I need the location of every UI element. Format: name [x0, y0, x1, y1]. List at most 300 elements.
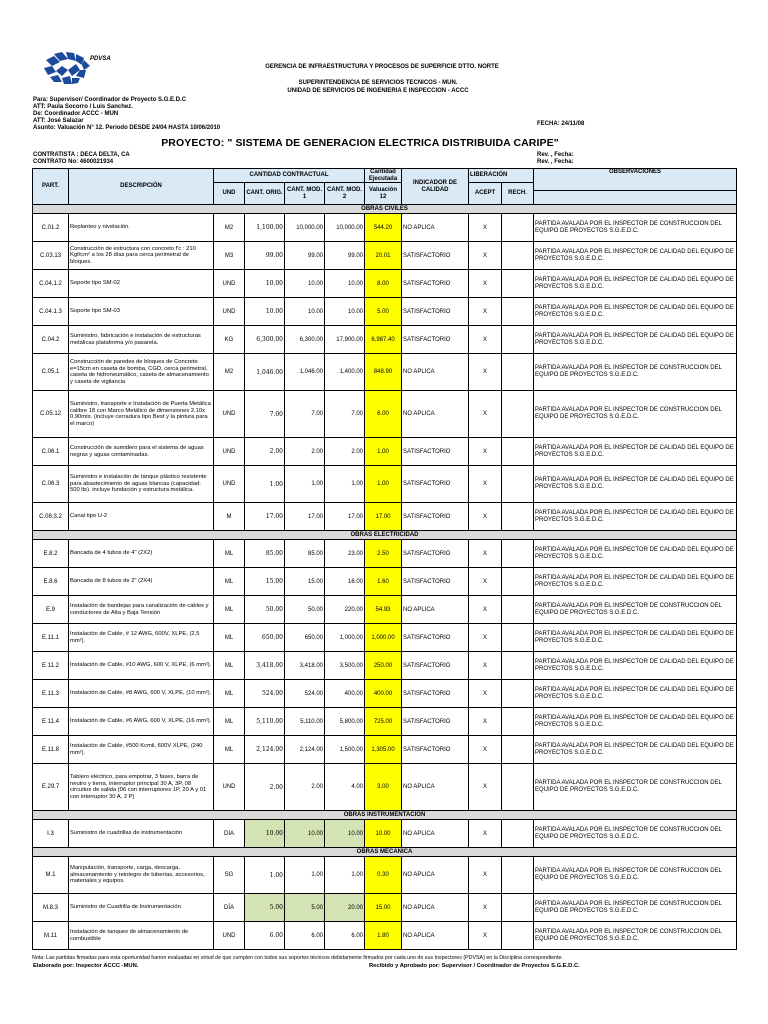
col-valuacion: Valuación 12: [365, 183, 402, 205]
valuation-cell: 1.00: [365, 438, 402, 466]
cant-mod2-cell: 400.00: [325, 680, 365, 708]
acept-cell: X: [469, 540, 502, 568]
part-cell: C.06.3: [33, 466, 69, 503]
observations-cell: PARTIDA AVALADA POR EL INSPECTOR DE CONSTRUCCION DEL EQUIPO DE PROYECTOS S.G.E.D.C.: [534, 857, 737, 894]
quality-indicator-cell: NO APLICA: [402, 596, 469, 624]
section-header-row: [33, 811, 737, 820]
cant-orig-cell: 1,046.00: [245, 354, 285, 391]
rech-cell: [502, 708, 534, 736]
table-row: [33, 503, 737, 531]
cant-mod1-cell: 1.00: [285, 857, 325, 894]
description-cell: Bancada de 4 tubos de 4" (2X2): [69, 540, 214, 568]
cant-orig-cell: 6,300.00: [245, 326, 285, 354]
cant-mod1-cell: 85.00: [285, 540, 325, 568]
rech-cell: [502, 242, 534, 270]
rech-cell: [502, 503, 534, 531]
col-rech: RECH.: [502, 183, 534, 205]
cant-mod2-cell: 17.00: [325, 503, 365, 531]
quality-indicator-cell: SATISFACTORIO: [402, 298, 469, 326]
table-row: [33, 540, 737, 568]
cant-mod2-cell: 3,500.00: [325, 652, 365, 680]
cant-orig-cell: 17.00: [245, 503, 285, 531]
project-title: PROYECTO: " SISTEMA DE GENERACION ELECTRICA DISTRIBUIDA CARIPE": [161, 137, 559, 149]
valuation-cell: 0.30: [365, 857, 402, 894]
rech-cell: [502, 270, 534, 298]
observations-cell: PARTIDA AVALADA POR EL INSPECTOR DE CONSTRUCCION DEL EQUIPO DE PROYECTOS S.G.E.D.C.: [534, 354, 737, 391]
rech-cell: [502, 894, 534, 922]
rech-cell: [502, 652, 534, 680]
cant-orig-cell: 15.00: [245, 568, 285, 596]
cant-mod1-cell: 6.00: [285, 922, 325, 950]
quality-indicator-cell: SATISFACTORIO: [402, 242, 469, 270]
unit-cell: ML: [214, 568, 245, 596]
acept-cell: X: [469, 652, 502, 680]
part-cell: C.04.2: [33, 326, 69, 354]
part-cell: C.08.3.2: [33, 503, 69, 531]
section-header-row: [33, 848, 737, 857]
description-cell: Suministro, fabricación e instalación de estructuras metálicas plataforma y/o pasarela.: [69, 326, 214, 354]
header-line-3: UNIDAD DE SERVICIOS DE INGENIERIA E INSPECCION - ACCC: [287, 88, 469, 94]
rech-cell: [502, 391, 534, 438]
cant-mod2-cell: 99.00: [325, 242, 365, 270]
unit-cell: KG: [214, 326, 245, 354]
para-line: Para: Supervisor/ Coordinador de Proyecto S.G.E.D.C: [33, 97, 187, 103]
col-descripcion: DESCRIPCIÓN: [69, 169, 214, 205]
quality-indicator-cell: SATISFACTORIO: [402, 270, 469, 298]
cant-mod1-cell: 10,000.00: [285, 214, 325, 242]
col-acept: ACEPT: [469, 183, 502, 205]
table-row: [33, 708, 737, 736]
cant-mod2-cell: 10.00: [325, 820, 365, 848]
observations-cell: PARTIDA AVALADA POR EL INSPECTOR DE CONSTRUCCION DEL EQUIPO DE PROYECTOS S.G.E.D.C.: [534, 922, 737, 950]
observations-cell: PARTIDA AVALADA POR EL INSPECTOR DE CALIDAD DEL EQUIPO DE PROYECTOS S.G.E.D.C.: [534, 503, 737, 531]
part-cell: M.8.3: [33, 894, 69, 922]
col-cantidad-ejecutada: Cantidad Ejecutada: [365, 169, 402, 183]
valuation-cell: 544.20: [365, 214, 402, 242]
table-row: [33, 820, 737, 848]
quality-indicator-cell: SATISFACTORIO: [402, 736, 469, 764]
cant-mod2-cell: 4.00: [325, 764, 365, 811]
acept-cell: X: [469, 298, 502, 326]
unit-cell: ML: [214, 624, 245, 652]
col-liberacion: LIBERACIÓN: [469, 169, 534, 183]
cant-mod1-cell: 10.00: [285, 298, 325, 326]
acept-cell: X: [469, 326, 502, 354]
cant-mod2-cell: 16.00: [325, 568, 365, 596]
cant-mod1-cell: 10.00: [285, 270, 325, 298]
cant-mod1-cell: 2.00: [285, 438, 325, 466]
rech-cell: [502, 857, 534, 894]
rech-cell: [502, 820, 534, 848]
section-title: OBRAS MECANICA: [33, 848, 737, 857]
description-cell: Instalación de bandejas para canalización de cables y conductores de Alta y Baja Tensión: [69, 596, 214, 624]
description-cell: Bancada de 8 tubos de 2" (2X4): [69, 568, 214, 596]
cant-orig-cell: 7.00: [245, 391, 285, 438]
part-cell: E.11.1: [33, 624, 69, 652]
unit-cell: UND: [214, 270, 245, 298]
part-cell: C.06.1: [33, 438, 69, 466]
table-row: [33, 764, 737, 811]
acept-cell: X: [469, 503, 502, 531]
col-indicador: INDICADOR DE CALIDAD: [402, 169, 469, 205]
table-row: [33, 270, 737, 298]
cant-orig-cell: 2,124.00: [245, 736, 285, 764]
observations-cell: PARTIDA AVALADA POR EL INSPECTOR DE CALIDAD DEL EQUIPO DE PROYECTOS S.G.E.D.C.: [534, 736, 737, 764]
revision-line-1: Rev. , Fecha:: [537, 152, 574, 158]
de-line: De: Coordinador ACCC - MUN: [33, 110, 119, 117]
section-title: OBRAS INSTRUMENTACION: [33, 811, 737, 820]
quality-indicator-cell: NO APLICA: [402, 354, 469, 391]
quality-indicator-cell: SATISFACTORIO: [402, 503, 469, 531]
cant-mod1-cell: 2,124.00: [285, 736, 325, 764]
att-line-1: ATT: Paula Socorro / Luis Sanchez.: [33, 103, 133, 110]
quality-indicator-cell: SATISFACTORIO: [402, 438, 469, 466]
table-row: [33, 242, 737, 270]
cant-orig-cell: 10.00: [245, 298, 285, 326]
col-observaciones-sub: [534, 191, 737, 205]
valuation-cell: 725.00: [365, 708, 402, 736]
unit-cell: ML: [214, 596, 245, 624]
cant-mod1-cell: 650.00: [285, 624, 325, 652]
cant-mod2-cell: 5,800.00: [325, 708, 365, 736]
col-part: PART.: [33, 169, 69, 205]
description-cell: Instalación de Cable, #6 AWG, 600 V, XLPE, (16 mm²).: [69, 708, 214, 736]
cant-mod2-cell: 220.00: [325, 596, 365, 624]
quality-indicator-cell: NO APLICA: [402, 857, 469, 894]
cant-mod2-cell: 6.00: [325, 922, 365, 950]
part-cell: E.8.2: [33, 540, 69, 568]
part-cell: E.11.8: [33, 736, 69, 764]
description-cell: Instalación de Cable, #10 AWG, 600 V, XLPE, (6 mm²).: [69, 652, 214, 680]
section-header-row: [33, 531, 737, 540]
section-header-row: [33, 205, 737, 214]
rech-cell: [502, 466, 534, 503]
observations-cell: PARTIDA AVALADA POR EL INSPECTOR DE CALIDAD DEL EQUIPO DE PROYECTOS S.G.E.D.C.: [534, 568, 737, 596]
part-cell: E.11.3: [33, 680, 69, 708]
rech-cell: [502, 354, 534, 391]
valuation-cell: 848.90: [365, 354, 402, 391]
acept-cell: X: [469, 596, 502, 624]
description-cell: Canal tipo U-2: [69, 503, 214, 531]
acept-cell: X: [469, 354, 502, 391]
rech-cell: [502, 764, 534, 811]
cant-orig-cell: 1,100.00: [245, 214, 285, 242]
cant-orig-cell: 99.00: [245, 242, 285, 270]
observations-cell: PARTIDA AVALADA POR EL INSPECTOR DE CALIDAD DEL EQUIPO DE PROYECTOS S.G.E.D.C.: [534, 298, 737, 326]
description-cell: Suministro de cuadrillas de instrumentación: [69, 820, 214, 848]
unit-cell: UND: [214, 764, 245, 811]
observations-cell: PARTIDA AVALADA POR EL INSPECTOR DE CONSTRUCCION DEL EQUIPO DE PROYECTOS S.G.E.D.C.: [534, 596, 737, 624]
approved-by: Recibido y Aprobado por: Supervisor / Coordinador de Proyectos S.G.E.D.C.: [369, 963, 580, 969]
observations-cell: PARTIDA AVALADA POR EL INSPECTOR DE CALIDAD DEL EQUIPO DE PROYECTOS S.G.E.D.C.: [534, 270, 737, 298]
acept-cell: X: [469, 922, 502, 950]
cant-mod2-cell: 10.00: [325, 270, 365, 298]
col-cant-orig: CANT. ORIG.: [245, 183, 285, 205]
unit-cell: ML: [214, 680, 245, 708]
description-cell: Instalación de tanques de almacenamiento de combustible: [69, 922, 214, 950]
unit-cell: UND: [214, 466, 245, 503]
rech-cell: [502, 596, 534, 624]
table-row: [33, 354, 737, 391]
description-cell: Tablero eléctrico, para empotrar, 3 fases, barra de neutro y tierra, interruptor principal 30 A, 3P, 08 circuitos de salida (06 con interruptores 1P, 20 A y 01 con interruptor 30 A, 2 P): [69, 764, 214, 811]
cant-orig-cell: 85.00: [245, 540, 285, 568]
cant-orig-cell: 10.00: [245, 820, 285, 848]
description-cell: Instalación de Cable, # 12 AWG, 600V, XLPE, (2,5 mm²).: [69, 624, 214, 652]
part-cell: M.1: [33, 857, 69, 894]
cant-mod1-cell: 1.00: [285, 466, 325, 503]
part-cell: E.29.7: [33, 764, 69, 811]
acept-cell: X: [469, 894, 502, 922]
unit-cell: DÍA: [214, 894, 245, 922]
part-cell: C.04.1.3: [33, 298, 69, 326]
valuation-cell: 2.50: [365, 540, 402, 568]
cant-mod1-cell: 99.00: [285, 242, 325, 270]
acept-cell: X: [469, 242, 502, 270]
description-cell: Instalación de Cable, #8 AWG, 600 V, XLPE, (10 mm²).: [69, 680, 214, 708]
description-cell: Replanteo y nivelación.: [69, 214, 214, 242]
rech-cell: [502, 438, 534, 466]
cant-mod2-cell: 10,000.00: [325, 214, 365, 242]
cant-orig-cell: 524.00: [245, 680, 285, 708]
valuation-cell: 8.00: [365, 270, 402, 298]
quality-indicator-cell: NO APLICA: [402, 764, 469, 811]
unit-cell: UND: [214, 922, 245, 950]
table-row: [33, 298, 737, 326]
valuation-cell: 6,987.40: [365, 326, 402, 354]
quality-indicator-cell: SATISFACTORIO: [402, 568, 469, 596]
unit-cell: ML: [214, 708, 245, 736]
acept-cell: X: [469, 391, 502, 438]
quality-indicator-cell: NO APLICA: [402, 894, 469, 922]
col-observaciones: OBSERVACIONES: [534, 169, 737, 191]
valuation-cell: 250.00: [365, 652, 402, 680]
cant-mod2-cell: 2.00: [325, 438, 365, 466]
contract-block: [33, 152, 130, 166]
quality-indicator-cell: SATISFACTORIO: [402, 466, 469, 503]
description-cell: Manipulación, transporte, carga, descarga, almacenamiento y reintegro de tuberías, accesorios, materiales y equipos.: [69, 857, 214, 894]
part-cell: E.11.4: [33, 708, 69, 736]
cant-orig-cell: 1.00: [245, 857, 285, 894]
date-label: FECHA: 24/11/08: [537, 121, 585, 127]
cant-mod2-cell: 1,400.00: [325, 354, 365, 391]
rech-cell: [502, 298, 534, 326]
quality-indicator-cell: NO APLICA: [402, 391, 469, 438]
table-row: [33, 391, 737, 438]
description-cell: Construcción de paredes de bloques de Concreto e=15cm en caseta de bomba, CGD, cerca perimetral, caseta de hidroneumático, caseta de almacenamiento y caseta de vigilancia: [69, 354, 214, 391]
valuation-table: [32, 168, 737, 950]
cant-orig-cell: 5,110.00: [245, 708, 285, 736]
observations-cell: PARTIDA AVALADA POR EL INSPECTOR DE CALIDAD DEL EQUIPO DE PROYECTOS S.G.E.D.C.: [534, 652, 737, 680]
col-cantidad-contractual: CANTIDAD CONTRACTUAL: [214, 169, 365, 183]
att-line-2: ATT: José Salazar: [33, 117, 84, 124]
observations-cell: PARTIDA AVALADA POR EL INSPECTOR DE CALIDAD DEL EQUIPO DE PROYECTOS S.G.E.D.C.: [534, 540, 737, 568]
observations-cell: PARTIDA AVALADA POR EL INSPECTOR DE CONSTRUCCION DEL EQUIPO DE PROYECTOS S.G.E.D.C.: [534, 764, 737, 811]
quality-indicator-cell: SATISFACTORIO: [402, 326, 469, 354]
valuation-cell: 1.00: [365, 466, 402, 503]
observations-cell: PARTIDA AVALADA POR EL INSPECTOR DE CONSTRUCCION DEL EQUIPO DE PROYECTOS S.G.E.D.C.: [534, 894, 737, 922]
cant-orig-cell: 5.00: [245, 894, 285, 922]
valuation-cell: 1.80: [365, 922, 402, 950]
observations-cell: PARTIDA AVALADA POR EL INSPECTOR DE CALIDAD DEL EQUIPO DE PROYECTOS S.G.E.D.C.: [534, 242, 737, 270]
rech-cell: [502, 326, 534, 354]
valuation-cell: 15.00: [365, 894, 402, 922]
description-cell: Construcción de estructura con concreto f'c : 210 Kgf/cm² a los 28 días para cerca perimetral de bloques.: [69, 242, 214, 270]
rech-cell: [502, 922, 534, 950]
contractor-line: CONTRATISTA : DECA DELTA, CA: [33, 152, 130, 158]
table-row: [33, 326, 737, 354]
cant-orig-cell: 650.00: [245, 624, 285, 652]
acept-cell: X: [469, 708, 502, 736]
part-cell: C.03.13: [33, 242, 69, 270]
rech-cell: [502, 540, 534, 568]
rech-cell: [502, 624, 534, 652]
col-und: UND: [214, 183, 245, 205]
part-cell: C.04.1.2: [33, 270, 69, 298]
observations-cell: PARTIDA AVALADA POR EL INSPECTOR DE CONSTRUCCION DEL EQUIPO DE PROYECTOS S.G.E.D.C.: [534, 214, 737, 242]
table-row: [33, 736, 737, 764]
header-line-1: GERENCIA DE INFRAESTRUCTURA Y PROCESOS DE SUPERFICIE DTTO. NORTE: [265, 64, 499, 70]
observations-cell: PARTIDA AVALADA POR EL INSPECTOR DE CALIDAD DEL EQUIPO DE PROYECTOS S.G.E.D.C.: [534, 466, 737, 503]
valuation-cell: 5.00: [365, 298, 402, 326]
valuation-cell: 6.00: [365, 391, 402, 438]
asunto-line: Asunto: Valuación N° 12. Periodo DESDE 24/04 HASTA 10/06/2010: [33, 124, 221, 131]
part-cell: E.8.6: [33, 568, 69, 596]
section-title: OBRAS ELECTRICIDAD: [33, 531, 737, 540]
cant-orig-cell: 2.00: [245, 438, 285, 466]
unit-cell: UND: [214, 298, 245, 326]
cant-mod1-cell: 17.00: [285, 503, 325, 531]
cant-orig-cell: 50.00: [245, 596, 285, 624]
unit-cell: ML: [214, 540, 245, 568]
unit-cell: ML: [214, 652, 245, 680]
acept-cell: X: [469, 764, 502, 811]
cant-mod1-cell: 6,300.00: [285, 326, 325, 354]
table-row: [33, 466, 737, 503]
cant-mod1-cell: 5.00: [285, 894, 325, 922]
acept-cell: X: [469, 466, 502, 503]
description-cell: Suministro, transporte e Instalación de Puerta Metálica calibre 18 con Marco Metálico de dimensiones 2.10x 0.90mts. (incluye cerradura tipo Best y la pintura para el marco): [69, 391, 214, 438]
observations-cell: PARTIDA AVALADA POR EL INSPECTOR DE CALIDAD DEL EQUIPO DE PROYECTOS S.G.E.D.C.: [534, 680, 737, 708]
header-line-2: SUPERINTENDENCIA DE SERVICIOS TECNICOS - MUN.: [298, 80, 458, 86]
rech-cell: [502, 214, 534, 242]
description-cell: Suministro e instalación de tanque plástico resistente para abastecimiento de aguas blancas (capacidad: 500 lts). incluye fundación y estructura metálica.: [69, 466, 214, 503]
cant-mod1-cell: 524.00: [285, 680, 325, 708]
quality-indicator-cell: NO APLICA: [402, 820, 469, 848]
description-cell: Soporte tipo SM-02: [69, 270, 214, 298]
section-title: OBRAS CIVILES: [33, 205, 737, 214]
cant-mod2-cell: 7.00: [325, 391, 365, 438]
cant-mod1-cell: 5,110.00: [285, 708, 325, 736]
table-row: [33, 596, 737, 624]
part-cell: M.11: [33, 922, 69, 950]
cant-orig-cell: 2.00: [245, 764, 285, 811]
acept-cell: X: [469, 680, 502, 708]
cant-mod1-cell: 7.00: [285, 391, 325, 438]
table-row: [33, 680, 737, 708]
acept-cell: X: [469, 438, 502, 466]
observations-cell: PARTIDA AVALADA POR EL INSPECTOR DE CONSTRUCCION DEL EQUIPO DE PROYECTOS S.G.E.D.C.: [534, 391, 737, 438]
cant-mod2-cell: 10.00: [325, 298, 365, 326]
table-row: [33, 624, 737, 652]
prepared-by: Elaborado por: Inspector ACCC -MUN.: [33, 963, 139, 969]
cant-mod1-cell: 15.00: [285, 568, 325, 596]
description-cell: Suministro de Cuadrilla de Instrumentación: [69, 894, 214, 922]
table-row: [33, 857, 737, 894]
cant-orig-cell: 1.00: [245, 466, 285, 503]
unit-cell: SG: [214, 857, 245, 894]
table-row: [33, 652, 737, 680]
cant-mod1-cell: 1,046.00: [285, 354, 325, 391]
recipient-block: [33, 97, 220, 131]
acept-cell: X: [469, 736, 502, 764]
acept-cell: X: [469, 820, 502, 848]
valuation-cell: 1,305.00: [365, 736, 402, 764]
logo-text: PDVSA: [90, 56, 111, 62]
acept-cell: X: [469, 568, 502, 596]
table-row: [33, 568, 737, 596]
valuation-cell: 1.60: [365, 568, 402, 596]
table-row: [33, 894, 737, 922]
rech-cell: [502, 736, 534, 764]
valuation-cell: 20.01: [365, 242, 402, 270]
revision-line-2: Rev. , Fecha:: [537, 158, 574, 165]
acept-cell: X: [469, 624, 502, 652]
acept-cell: X: [469, 857, 502, 894]
table-row: [33, 214, 737, 242]
col-cant-mod1: CANT. MOD. 1: [285, 183, 325, 205]
cant-mod1-cell: 10.00: [285, 820, 325, 848]
acept-cell: X: [469, 214, 502, 242]
unit-cell: ML: [214, 736, 245, 764]
table-body: [33, 205, 737, 950]
part-cell: E.11.2: [33, 652, 69, 680]
acept-cell: X: [469, 270, 502, 298]
part-cell: C.05.1: [33, 354, 69, 391]
description-cell: Construcción de sumidero para el sistema de aguas negras y aguas contaminadas.: [69, 438, 214, 466]
valuation-cell: 17.00: [365, 503, 402, 531]
description-cell: Soporte tipo SM-03: [69, 298, 214, 326]
cant-mod2-cell: 1.00: [325, 466, 365, 503]
valuation-cell: 54.93: [365, 596, 402, 624]
cant-mod1-cell: 50.00: [285, 596, 325, 624]
contract-number-line: CONTRATO No: 4600021934: [33, 158, 114, 165]
quality-indicator-cell: SATISFACTORIO: [402, 652, 469, 680]
valuation-cell: 3.00: [365, 764, 402, 811]
footnote: Nota: Las partidas firmadas para esta oportunidad fueron evaluadas en virtud de que cumplen con todos sus soportes técnicos debidamente firmados por cada uno de sus Inspectores (PDVSA) en la Disciplina correspondiente.: [32, 955, 563, 961]
quality-indicator-cell: NO APLICA: [402, 214, 469, 242]
quality-indicator-cell: SATISFACTORIO: [402, 680, 469, 708]
cant-mod2-cell: 1,000.00: [325, 624, 365, 652]
cant-mod1-cell: 3,418.00: [285, 652, 325, 680]
cant-mod2-cell: 1,500.00: [325, 736, 365, 764]
cant-mod1-cell: 2.00: [285, 764, 325, 811]
quality-indicator-cell: NO APLICA: [402, 922, 469, 950]
unit-cell: UND: [214, 391, 245, 438]
valuation-cell: 1,000.00: [365, 624, 402, 652]
valuation-cell: 10.00: [365, 820, 402, 848]
observations-cell: PARTIDA AVALADA POR EL INSPECTOR DE CALIDAD DEL EQUIPO DE PROYECTOS S.G.E.D.C.: [534, 438, 737, 466]
cant-mod2-cell: 20.00: [325, 894, 365, 922]
quality-indicator-cell: SATISFACTORIO: [402, 540, 469, 568]
quality-indicator-cell: SATISFACTORIO: [402, 708, 469, 736]
part-cell: C.05.12: [33, 391, 69, 438]
observations-cell: PARTIDA AVALADA POR EL INSPECTOR DE CALIDAD DEL EQUIPO DE PROYECTOS S.G.E.D.C.: [534, 326, 737, 354]
observations-cell: PARTIDA AVALADA POR EL INSPECTOR DE CONSTRUCCION DEL EQUIPO DE PROYECTOS S.G.E.D.C.: [534, 820, 737, 848]
cant-orig-cell: 10.00: [245, 270, 285, 298]
quality-indicator-cell: SATISFACTORIO: [402, 624, 469, 652]
revision-block: [537, 152, 574, 166]
valuation-cell: 400.00: [365, 680, 402, 708]
